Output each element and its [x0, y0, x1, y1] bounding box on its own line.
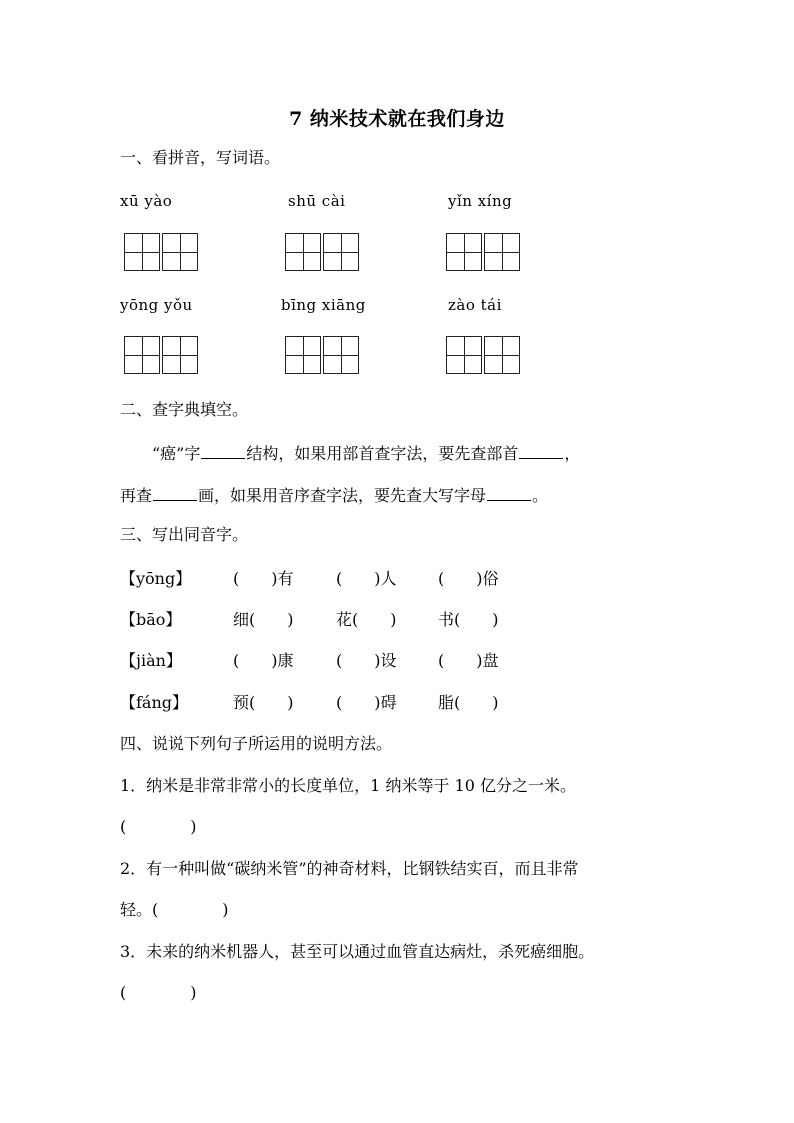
writing-boxes-2[interactable]: [285, 233, 359, 271]
homophone-pinyin-4: 【fáng】: [120, 693, 189, 712]
writing-boxes-4[interactable]: [124, 336, 198, 374]
char-box[interactable]: [162, 233, 198, 271]
answer-1[interactable]: ( ): [120, 817, 197, 836]
section1-heading: 一、看拼音，写词语。: [120, 148, 281, 167]
homophone-pinyin-3: 【jiàn】: [120, 651, 182, 670]
pinyin-5: bīng xiāng: [281, 296, 366, 314]
pinyin-1: xū yào: [120, 192, 173, 210]
homophone-item[interactable]: ( )康: [233, 651, 294, 670]
question-2: 2．有一种叫做“碳纳米管”的神奇材料，比钢铁结实百，而且非常: [120, 859, 579, 878]
text: “癌”字: [152, 444, 201, 463]
homophone-item[interactable]: 预( ): [233, 693, 294, 712]
homophone-item[interactable]: 脂( ): [438, 693, 499, 712]
char-box[interactable]: [124, 336, 160, 374]
text: ，: [564, 444, 581, 463]
question-1: 1．纳米是非常非常小的长度单位，1 纳米等于 10 亿分之一米。: [120, 776, 576, 795]
char-box[interactable]: [162, 336, 198, 374]
text: 。: [532, 486, 549, 505]
section2-line1: [152, 440, 580, 466]
answer-blank[interactable]: [519, 440, 563, 459]
char-box[interactable]: [124, 233, 160, 271]
homophone-item[interactable]: ( )盘: [438, 651, 499, 670]
homophone-item[interactable]: ( )有: [233, 569, 294, 588]
writing-boxes-6[interactable]: [446, 336, 520, 374]
char-box[interactable]: [285, 233, 321, 271]
char-box[interactable]: [484, 336, 520, 374]
section4-heading: 四、说说下列句子所运用的说明方法。: [120, 734, 393, 753]
homophone-item[interactable]: ( )人: [336, 569, 397, 588]
homophone-item[interactable]: ( )碍: [336, 693, 397, 712]
section2-heading: 二、查字典填空。: [120, 400, 249, 419]
homophone-pinyin-2: 【bāo】: [120, 610, 182, 629]
question-3: 3．未来的纳米机器人，甚至可以通过血管直达病灶，杀死癌细胞。: [120, 942, 595, 961]
answer-3[interactable]: ( ): [120, 983, 197, 1002]
writing-boxes-1[interactable]: [124, 233, 198, 271]
homophone-item[interactable]: 书( ): [438, 610, 499, 629]
pinyin-2: shū cài: [288, 192, 346, 210]
homophone-item[interactable]: 花( ): [336, 610, 397, 629]
pinyin-3: yǐn xíng: [448, 192, 513, 210]
homophone-item[interactable]: ( )俗: [438, 569, 499, 588]
char-box[interactable]: [323, 233, 359, 271]
char-box[interactable]: [446, 336, 482, 374]
writing-boxes-3[interactable]: [446, 233, 520, 271]
question-2-cont[interactable]: 轻。( ): [120, 900, 229, 919]
text: 画，如果用音序查字法，要先查大写字母: [198, 486, 487, 505]
char-box[interactable]: [285, 336, 321, 374]
answer-blank[interactable]: [487, 482, 531, 501]
homophone-item[interactable]: 细( ): [233, 610, 294, 629]
char-box[interactable]: [323, 336, 359, 374]
writing-boxes-5[interactable]: [285, 336, 359, 374]
answer-blank[interactable]: [201, 440, 245, 459]
answer-blank[interactable]: [153, 482, 197, 501]
text: 再查: [120, 486, 153, 505]
char-box[interactable]: [446, 233, 482, 271]
section3-heading: 三、写出同音字。: [120, 525, 249, 544]
pinyin-6: zào tái: [448, 296, 502, 314]
text: 结构，如果用部首查字法，要先查部首: [246, 444, 519, 463]
page-title: 7 纳米技术就在我们身边: [289, 108, 505, 130]
pinyin-4: yōng yǒu: [120, 296, 193, 314]
char-box[interactable]: [484, 233, 520, 271]
homophone-pinyin-1: 【yōng】: [120, 569, 192, 588]
section2-line2: [120, 482, 548, 508]
homophone-item[interactable]: ( )设: [336, 651, 397, 670]
